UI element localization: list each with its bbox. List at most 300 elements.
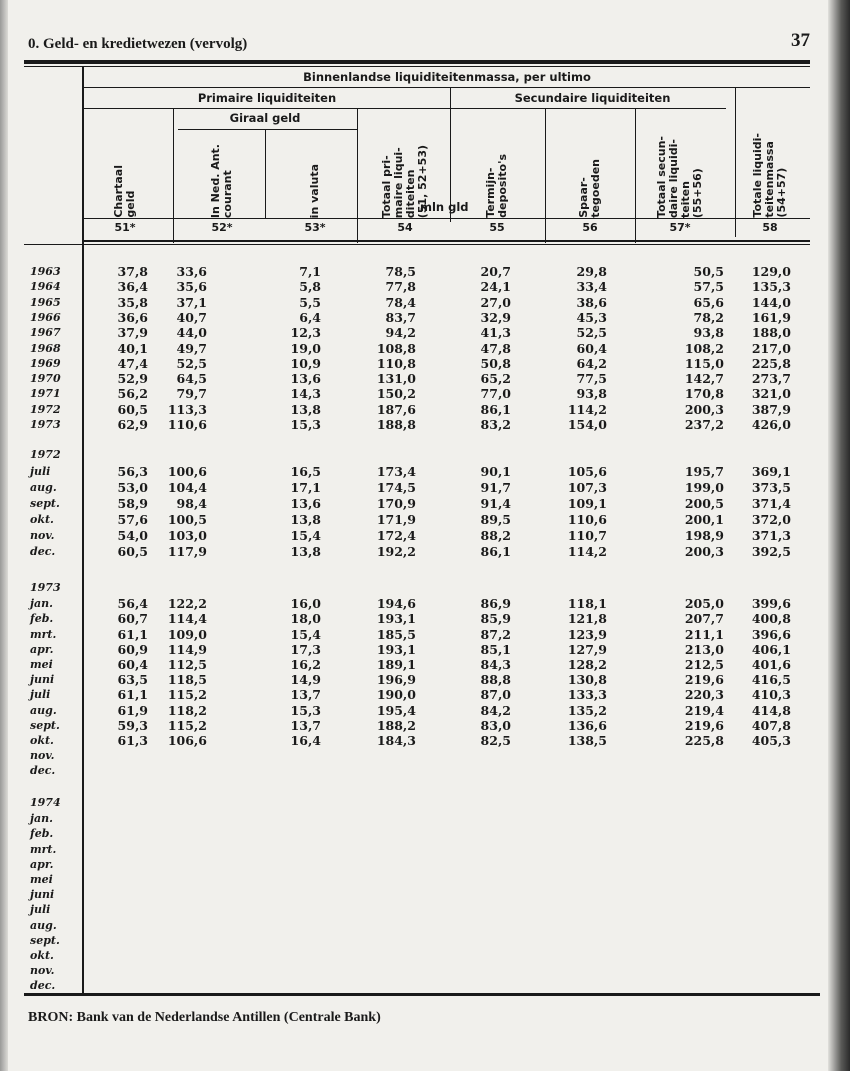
column-header-line: in valuta	[308, 163, 321, 218]
table-cell: 109,0	[167, 626, 207, 642]
column-header-line: tegoeden	[589, 159, 602, 218]
table-cell: 321,0	[751, 386, 791, 402]
table-cell: 98,4	[176, 496, 207, 511]
table-cell: 13,8	[290, 512, 321, 527]
row-label: juni	[30, 888, 55, 902]
table-cell: 18,0	[290, 611, 321, 627]
table-cell: 33,6	[176, 264, 207, 279]
table-cell: 33,4	[576, 279, 607, 295]
header-rule-1	[84, 87, 810, 88]
table-cell: 89,5	[480, 512, 511, 527]
column-number: 58	[762, 221, 778, 234]
table-cell: 400,8	[751, 611, 791, 627]
table-cell: 219,6	[684, 717, 724, 733]
top-rule	[24, 60, 810, 64]
table-cell: 108,2	[684, 340, 724, 356]
table-cell: 35,6	[176, 279, 207, 295]
column-header-line: In Ned. Ant.	[209, 143, 222, 218]
table-cell: 188,2	[376, 717, 416, 733]
header-rule-6	[24, 244, 810, 245]
table-cell: 131,0	[376, 371, 416, 387]
row-label: sept.	[30, 497, 60, 510]
table-cell: 129,0	[751, 264, 791, 279]
table-cell: 45,3	[576, 309, 607, 325]
table-cell: 135,3	[751, 279, 791, 295]
table-cell: 16,2	[290, 657, 321, 672]
table-cell: 93,8	[576, 386, 607, 402]
column-number: 57*	[669, 221, 691, 234]
table-cell: 38,6	[576, 294, 607, 310]
table-cell: 13,6	[290, 496, 321, 511]
table-cell: 118,2	[167, 702, 207, 718]
table-cell: 392,5	[751, 544, 791, 559]
table-cell: 416,5	[751, 672, 791, 688]
column-number: 51*	[114, 221, 136, 234]
table-cell: 16,0	[290, 596, 321, 612]
row-label: 1973	[30, 418, 61, 431]
table-cell: 387,9	[751, 401, 791, 417]
row-label: 1964	[30, 280, 61, 294]
table-cell: 110,7	[567, 528, 607, 543]
bottom-rule	[24, 993, 820, 996]
table-cell: 407,8	[751, 717, 791, 733]
column-header-2	[210, 132, 234, 218]
table-cell: 61,1	[117, 687, 148, 703]
header-rule-3	[178, 129, 358, 130]
table-cell: 27,0	[480, 294, 511, 310]
table-cell: 77,5	[576, 371, 607, 387]
table-cell: 118,5	[167, 672, 207, 688]
table-cell: 82,5	[480, 733, 511, 748]
table-cell: 54,0	[117, 528, 148, 543]
table-cell: 78,5	[385, 264, 416, 279]
table-cell: 13,6	[290, 371, 321, 387]
table-cell: 207,7	[684, 611, 724, 627]
table-cell: 86,1	[480, 401, 511, 417]
table-cell: 103,0	[167, 528, 207, 543]
column-header-7	[656, 132, 704, 218]
table-cell: 65,2	[480, 371, 511, 387]
row-label: 1969	[30, 356, 61, 370]
table-cell: 94,2	[385, 325, 416, 341]
table-cell: 60,9	[117, 641, 148, 657]
column-header-line: teitenmassa	[763, 141, 776, 218]
table-cell: 5,8	[299, 279, 321, 295]
table-cell: 188,8	[376, 417, 416, 432]
column-header-line: Chartaal	[112, 165, 125, 218]
table-cell: 410,3	[751, 687, 791, 703]
table-cell: 60,5	[117, 401, 148, 417]
table-cell: 52,5	[176, 355, 207, 371]
table-cell: 115,2	[167, 717, 207, 733]
table-cell: 64,2	[576, 355, 607, 371]
table-cell: 196,9	[376, 672, 416, 688]
page-edge-left	[0, 0, 8, 1071]
table-cell: 60,7	[117, 611, 148, 627]
vline-56	[635, 108, 636, 243]
table-cell: 193,1	[376, 641, 416, 657]
table-cell: 109,1	[567, 496, 607, 511]
table-cell: 371,4	[751, 496, 791, 511]
table-cell: 212,5	[684, 657, 724, 672]
table-cell: 86,1	[480, 544, 511, 559]
table-cell: 5,5	[299, 294, 321, 310]
table-cell: 60,4	[117, 657, 148, 672]
header-rule-4	[84, 218, 810, 219]
table-cell: 110,6	[167, 417, 207, 432]
table-cell: 77,8	[385, 279, 416, 295]
table-cell: 78,2	[693, 309, 724, 325]
table-cell: 37,8	[117, 264, 148, 279]
column-number: 56	[582, 221, 598, 234]
table-cell: 53,0	[117, 480, 148, 495]
row-label: apr.	[30, 857, 54, 871]
row-label: 1972	[30, 402, 61, 416]
table-cell: 108,8	[376, 340, 416, 356]
unit-label: mln gld	[420, 200, 469, 214]
row-label: juli	[30, 688, 51, 702]
section-label: 1972	[30, 448, 61, 461]
subgroup-giraal: Giraal geld	[229, 111, 301, 125]
row-label: mrt.	[30, 842, 57, 856]
column-header-8	[752, 132, 788, 218]
vline-52	[265, 129, 266, 219]
table-cell: 57,5	[693, 279, 724, 295]
table-cell: 371,3	[751, 528, 791, 543]
table-cell: 61,9	[117, 702, 148, 718]
table-cell: 13,8	[290, 544, 321, 559]
column-number: 54	[397, 221, 413, 234]
header-rule-2	[84, 108, 726, 109]
table-cell: 205,0	[684, 596, 724, 612]
table-cell: 7,1	[299, 264, 321, 279]
table-cell: 85,9	[480, 611, 511, 627]
table-cell: 29,8	[576, 264, 607, 279]
row-label: okt.	[30, 513, 54, 526]
table-cell: 170,9	[376, 496, 416, 511]
table-cell: 84,3	[480, 657, 511, 672]
table-cell: 405,3	[751, 733, 791, 748]
table-cell: 237,2	[684, 417, 724, 432]
row-label: okt.	[30, 949, 54, 962]
column-header-line: (51, 52+53)	[416, 144, 429, 218]
table-cell: 136,6	[567, 717, 607, 733]
table-cell: 426,0	[751, 417, 791, 432]
vline-53	[357, 108, 358, 243]
table-cell: 50,5	[693, 264, 724, 279]
table-cell: 90,1	[480, 464, 511, 479]
table-cell: 100,5	[167, 512, 207, 527]
table-cell: 15,3	[290, 702, 321, 718]
table-cell: 60,4	[576, 340, 607, 356]
row-label: dec.	[30, 545, 56, 558]
table-cell: 127,9	[567, 641, 607, 657]
page-number: 37	[791, 30, 810, 51]
table-cell: 112,5	[167, 657, 207, 672]
column-header-1	[113, 132, 137, 218]
header-rule-5	[84, 240, 810, 242]
vline-total	[735, 87, 736, 237]
table-cell: 56,3	[117, 464, 148, 479]
row-label: dec.	[30, 979, 56, 993]
column-header-line: (54+57)	[775, 168, 788, 218]
table-cell: 37,1	[176, 294, 207, 310]
column-header-line: (55+56)	[691, 168, 704, 218]
table-cell: 399,6	[751, 596, 791, 612]
table-cell: 87,2	[480, 626, 511, 642]
table-cell: 225,8	[751, 355, 791, 371]
table-cell: 142,7	[684, 371, 724, 387]
table-cell: 56,4	[117, 596, 148, 612]
table-cell: 144,0	[751, 294, 791, 310]
row-label: sept.	[30, 933, 60, 947]
table-cell: 83,2	[480, 417, 511, 432]
table-cell: 15,4	[290, 528, 321, 543]
column-number: 53*	[304, 221, 326, 234]
column-header-5	[485, 132, 509, 218]
table-cell: 172,4	[376, 528, 416, 543]
table-cell: 52,5	[576, 325, 607, 341]
table-cell: 110,8	[376, 355, 416, 371]
row-label: 1971	[30, 387, 61, 401]
vline-51	[173, 108, 174, 243]
table-cell: 62,9	[117, 417, 148, 432]
row-label: dec.	[30, 764, 56, 778]
table-cell: 40,7	[176, 309, 207, 325]
table-cell: 93,8	[693, 325, 724, 341]
row-label: 1968	[30, 341, 61, 355]
table-cell: 58,9	[117, 496, 148, 511]
group-secondary: Secundaire liquiditeiten	[514, 91, 671, 105]
table-cell: 195,4	[376, 702, 416, 718]
table-cell: 64,5	[176, 371, 207, 387]
table-cell: 110,6	[567, 512, 607, 527]
table-cell: 88,2	[480, 528, 511, 543]
row-label: 1967	[30, 326, 61, 340]
table-cell: 187,6	[376, 401, 416, 417]
table-cell: 193,1	[376, 611, 416, 627]
table-cell: 47,8	[480, 340, 511, 356]
table-cell: 13,7	[290, 687, 321, 703]
table-cell: 32,9	[480, 309, 511, 325]
table-cell: 20,7	[480, 264, 511, 279]
table-cell: 77,0	[480, 386, 511, 402]
table-cell: 13,8	[290, 401, 321, 417]
row-label: nov.	[30, 964, 55, 978]
table-cell: 13,7	[290, 717, 321, 733]
table-cell: 190,0	[376, 687, 416, 703]
table-cell: 173,4	[376, 464, 416, 479]
row-label: 1970	[30, 372, 61, 386]
top-rule-thin	[24, 66, 810, 67]
table-cell: 47,4	[117, 355, 148, 371]
table-cell: 200,5	[684, 496, 724, 511]
column-number: 52*	[211, 221, 233, 234]
table-cell: 122,2	[167, 596, 207, 612]
table-cell: 87,0	[480, 687, 511, 703]
table-cell: 17,1	[290, 480, 321, 495]
table-cell: 406,1	[751, 641, 791, 657]
table-cell: 170,8	[684, 386, 724, 402]
table-cell: 189,1	[376, 657, 416, 672]
table-cell: 44,0	[176, 325, 207, 341]
row-label: mei	[30, 658, 53, 671]
column-header-line: teiten	[679, 180, 692, 218]
row-label: juni	[30, 673, 55, 687]
row-label: feb.	[30, 612, 54, 626]
table-cell: 161,9	[751, 309, 791, 325]
row-label: sept.	[30, 718, 60, 732]
table-cell: 56,2	[117, 386, 148, 402]
table-cell: 123,9	[567, 626, 607, 642]
column-header-line: geld	[124, 191, 137, 218]
table-cell: 57,6	[117, 512, 148, 527]
group-primary: Primaire liquiditeiten	[197, 91, 337, 105]
table-cell: 60,5	[117, 544, 148, 559]
table-cell: 115,0	[684, 355, 724, 371]
table-cell: 88,8	[480, 672, 511, 688]
column-header-3	[309, 132, 321, 218]
table-cell: 217,0	[751, 340, 791, 356]
table-cell: 35,8	[117, 294, 148, 310]
table-title: Binnenlandse liquiditeitenmassa, per ultimo	[303, 70, 591, 84]
table-cell: 273,7	[751, 371, 791, 387]
table-cell: 396,6	[751, 626, 791, 642]
table-cell: 185,5	[376, 626, 416, 642]
table-cell: 24,1	[480, 279, 511, 295]
table-cell: 171,9	[376, 512, 416, 527]
table-cell: 15,4	[290, 626, 321, 642]
table-cell: 219,4	[684, 702, 724, 718]
table-cell: 78,4	[385, 294, 416, 310]
row-label: aug.	[30, 703, 57, 717]
source-note: BRON: Bank van de Nederlandse Antillen (Centrale Bank)	[28, 1010, 381, 1025]
column-header-line: deposito's	[496, 154, 509, 218]
table-cell: 14,3	[290, 386, 321, 402]
table-cell: 114,2	[567, 401, 607, 417]
table-cell: 115,2	[167, 687, 207, 703]
table-cell: 85,1	[480, 641, 511, 657]
column-header-line: diteiten	[404, 169, 417, 218]
table-cell: 91,7	[480, 480, 511, 495]
row-label: apr.	[30, 642, 54, 656]
table-cell: 130,8	[567, 672, 607, 688]
table-cell: 61,1	[117, 626, 148, 642]
table-cell: 121,8	[567, 611, 607, 627]
table-cell: 52,9	[117, 371, 148, 387]
column-header-line: courant	[221, 170, 234, 218]
table-cell: 36,4	[117, 279, 148, 295]
table-cell: 12,3	[290, 325, 321, 341]
row-label: juli	[30, 465, 51, 478]
table-cell: 114,4	[167, 611, 207, 627]
table-cell: 83,0	[480, 717, 511, 733]
table-cell: 19,0	[290, 340, 321, 356]
table-cell: 174,5	[376, 480, 416, 495]
table-cell: 128,2	[567, 657, 607, 672]
row-label: jan.	[30, 597, 53, 611]
table-cell: 104,4	[167, 480, 207, 495]
table-cell: 372,0	[751, 512, 791, 527]
table-cell: 84,2	[480, 702, 511, 718]
table-cell: 86,9	[480, 596, 511, 612]
column-header-line: Termijn-	[484, 167, 497, 218]
table-cell: 401,6	[751, 657, 791, 672]
column-header-6	[578, 132, 602, 218]
table-cell: 106,6	[167, 733, 207, 748]
column-number: 55	[489, 221, 505, 234]
row-label: juli	[30, 903, 51, 917]
table-cell: 150,2	[376, 386, 416, 402]
table-cell: 188,0	[751, 325, 791, 341]
row-label: 1963	[30, 265, 61, 278]
row-label: 1966	[30, 310, 61, 324]
table-cell: 198,9	[684, 528, 724, 543]
table-cell: 213,0	[684, 641, 724, 657]
table-cell: 37,9	[117, 325, 148, 341]
table-cell: 17,3	[290, 641, 321, 657]
row-label: 1965	[30, 295, 61, 309]
table-cell: 91,4	[480, 496, 511, 511]
table-cell: 16,4	[290, 733, 321, 748]
table-cell: 117,9	[167, 544, 207, 559]
table-cell: 107,3	[567, 480, 607, 495]
table-cell: 59,3	[117, 717, 148, 733]
table-cell: 133,3	[567, 687, 607, 703]
table-cell: 225,8	[684, 733, 724, 748]
row-label: feb.	[30, 827, 54, 841]
row-label: jan.	[30, 812, 53, 826]
vline-55	[545, 108, 546, 243]
table-cell: 113,3	[167, 401, 207, 417]
row-label: mei	[30, 873, 53, 886]
column-header-line: maire liqui-	[392, 147, 405, 218]
row-label: okt.	[30, 734, 54, 747]
table-cell: 50,8	[480, 355, 511, 371]
row-label: nov.	[30, 749, 55, 763]
column-header-line: Totaal secun-	[655, 135, 668, 218]
table-cell: 100,6	[167, 464, 207, 479]
row-label: aug.	[30, 918, 57, 932]
row-label: aug.	[30, 481, 57, 494]
table-cell: 15,3	[290, 417, 321, 432]
table-cell: 16,5	[290, 464, 321, 479]
column-header-line: Totaal pri-	[380, 155, 393, 218]
page-edge-right	[828, 0, 850, 1071]
table-cell: 6,4	[299, 309, 321, 325]
table-cell: 192,2	[376, 544, 416, 559]
table-cell: 63,5	[117, 672, 148, 688]
table-cell: 369,1	[751, 464, 791, 479]
column-header-line: Spaar-	[577, 177, 590, 218]
table-cell: 138,5	[567, 733, 607, 748]
section-title: 0. Geld- en kredietwezen (vervolg)	[28, 36, 248, 52]
table-cell: 200,3	[684, 544, 724, 559]
table-cell: 65,6	[693, 294, 724, 310]
table-cell: 200,3	[684, 401, 724, 417]
table-cell: 118,1	[567, 596, 607, 612]
table-cell: 220,3	[684, 687, 724, 703]
table-cell: 114,2	[567, 544, 607, 559]
table-cell: 105,6	[567, 464, 607, 479]
table-cell: 40,1	[117, 340, 148, 356]
table-cell: 79,7	[176, 386, 207, 402]
table-cell: 14,9	[290, 672, 321, 688]
table-cell: 184,3	[376, 733, 416, 748]
table-cell: 199,0	[684, 480, 724, 495]
table-cell: 49,7	[176, 340, 207, 356]
table-cell: 61,3	[117, 733, 148, 748]
